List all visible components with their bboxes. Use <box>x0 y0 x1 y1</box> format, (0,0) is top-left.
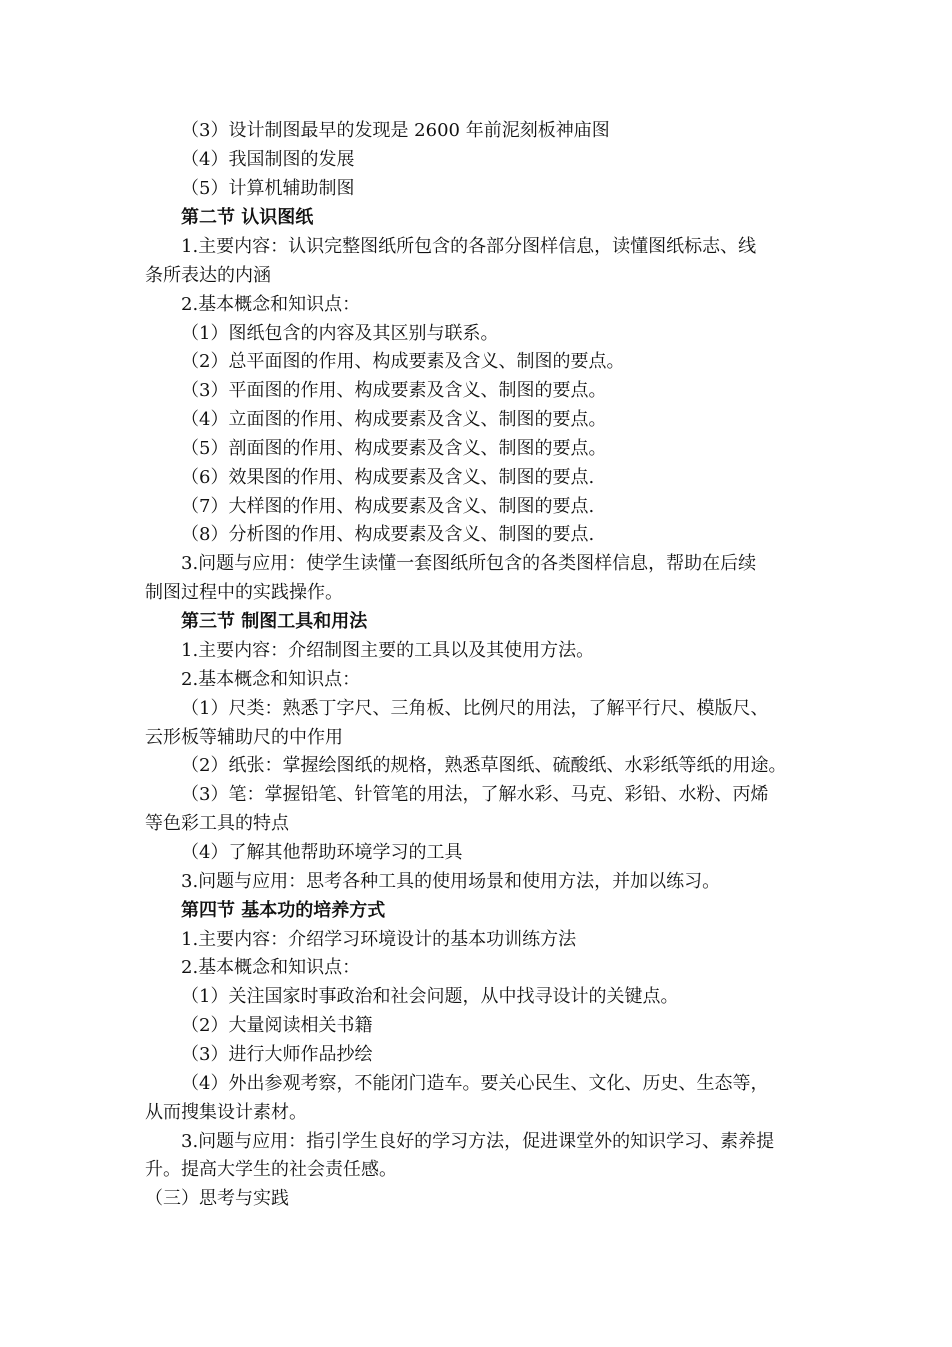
text-line: 3.问题与应用：使学生读懂一套图纸所包含的各类图样信息，帮助在后续 <box>181 553 757 574</box>
text-line: （8）分析图的作用、构成要素及含义、制图的要点. <box>181 524 595 545</box>
text-line: （3）笔：掌握铅笔、针管笔的用法，了解水彩、马克、彩铅、水粉、丙烯 <box>181 784 769 805</box>
text-line: （4）我国制图的发展 <box>181 149 355 170</box>
text-line: 3.问题与应用：指引学生良好的学习方法，促进课堂外的知识学习、素养提 <box>181 1131 775 1152</box>
text-line: 1.主要内容：认识完整图纸所包含的各部分图样信息，读懂图纸标志、线 <box>181 236 757 257</box>
text-line: （2）纸张：掌握绘图纸的规格，熟悉草图纸、硫酸纸、水彩纸等纸的用途。 <box>181 755 787 776</box>
text-line: （7）大样图的作用、构成要素及含义、制图的要点. <box>181 496 595 517</box>
text-line: （1）尺类：熟悉丁字尺、三角板、比例尺的用法，了解平行尺、模版尺、 <box>181 698 769 719</box>
text-line: （1）关注国家时事政治和社会问题，从中找寻设计的关键点。 <box>181 986 679 1007</box>
section-subheading: （三）思考与实践 <box>145 1188 289 1209</box>
text-line: 条所表达的内涵 <box>145 265 271 286</box>
text-line: （4）外出参观考察，不能闭门造车。要关心民生、文化、历史、生态等， <box>181 1073 769 1094</box>
text-line: 2.基本概念和知识点： <box>181 957 361 978</box>
text-line: （5）计算机辅助制图 <box>181 178 355 199</box>
section-heading: 第三节 制图工具和用法 <box>181 611 368 632</box>
text-line: 制图过程中的实践操作。 <box>145 582 343 603</box>
text-line: 2.基本概念和知识点： <box>181 669 361 690</box>
text-line: （3）设计制图最早的发现是 2600 年前泥刻板神庙图 <box>181 120 610 141</box>
text-line: （2）总平面图的作用、构成要素及含义、制图的要点。 <box>181 351 625 372</box>
text-line: （2）大量阅读相关书籍 <box>181 1015 373 1036</box>
section-heading: 第二节 认识图纸 <box>181 207 314 228</box>
text-line: （6）效果图的作用、构成要素及含义、制图的要点. <box>181 467 595 488</box>
text-line: （3）进行大师作品抄绘 <box>181 1044 373 1065</box>
section-heading: 第四节 基本功的培养方式 <box>181 900 386 921</box>
text-line: 从而搜集设计素材。 <box>145 1102 307 1123</box>
text-line: 等色彩工具的特点 <box>145 813 289 834</box>
text-line: 2.基本概念和知识点： <box>181 294 361 315</box>
text-line: （5）剖面图的作用、构成要素及含义、制图的要点。 <box>181 438 607 459</box>
text-line: （4）了解其他帮助环境学习的工具 <box>181 842 463 863</box>
text-line: （4）立面图的作用、构成要素及含义、制图的要点。 <box>181 409 607 430</box>
text-line: 1.主要内容：介绍学习环境设计的基本功训练方法 <box>181 929 577 950</box>
text-line: 1.主要内容：介绍制图主要的工具以及其使用方法。 <box>181 640 595 661</box>
text-line: （1）图纸包含的内容及其区别与联系。 <box>181 323 499 344</box>
text-line: 升。提高大学生的社会责任感。 <box>145 1159 397 1180</box>
text-line: 云形板等辅助尺的中作用 <box>145 727 343 748</box>
text-line: 3.问题与应用：思考各种工具的使用场景和使用方法，并加以练习。 <box>181 871 721 892</box>
text-line: （3）平面图的作用、构成要素及含义、制图的要点。 <box>181 380 607 401</box>
